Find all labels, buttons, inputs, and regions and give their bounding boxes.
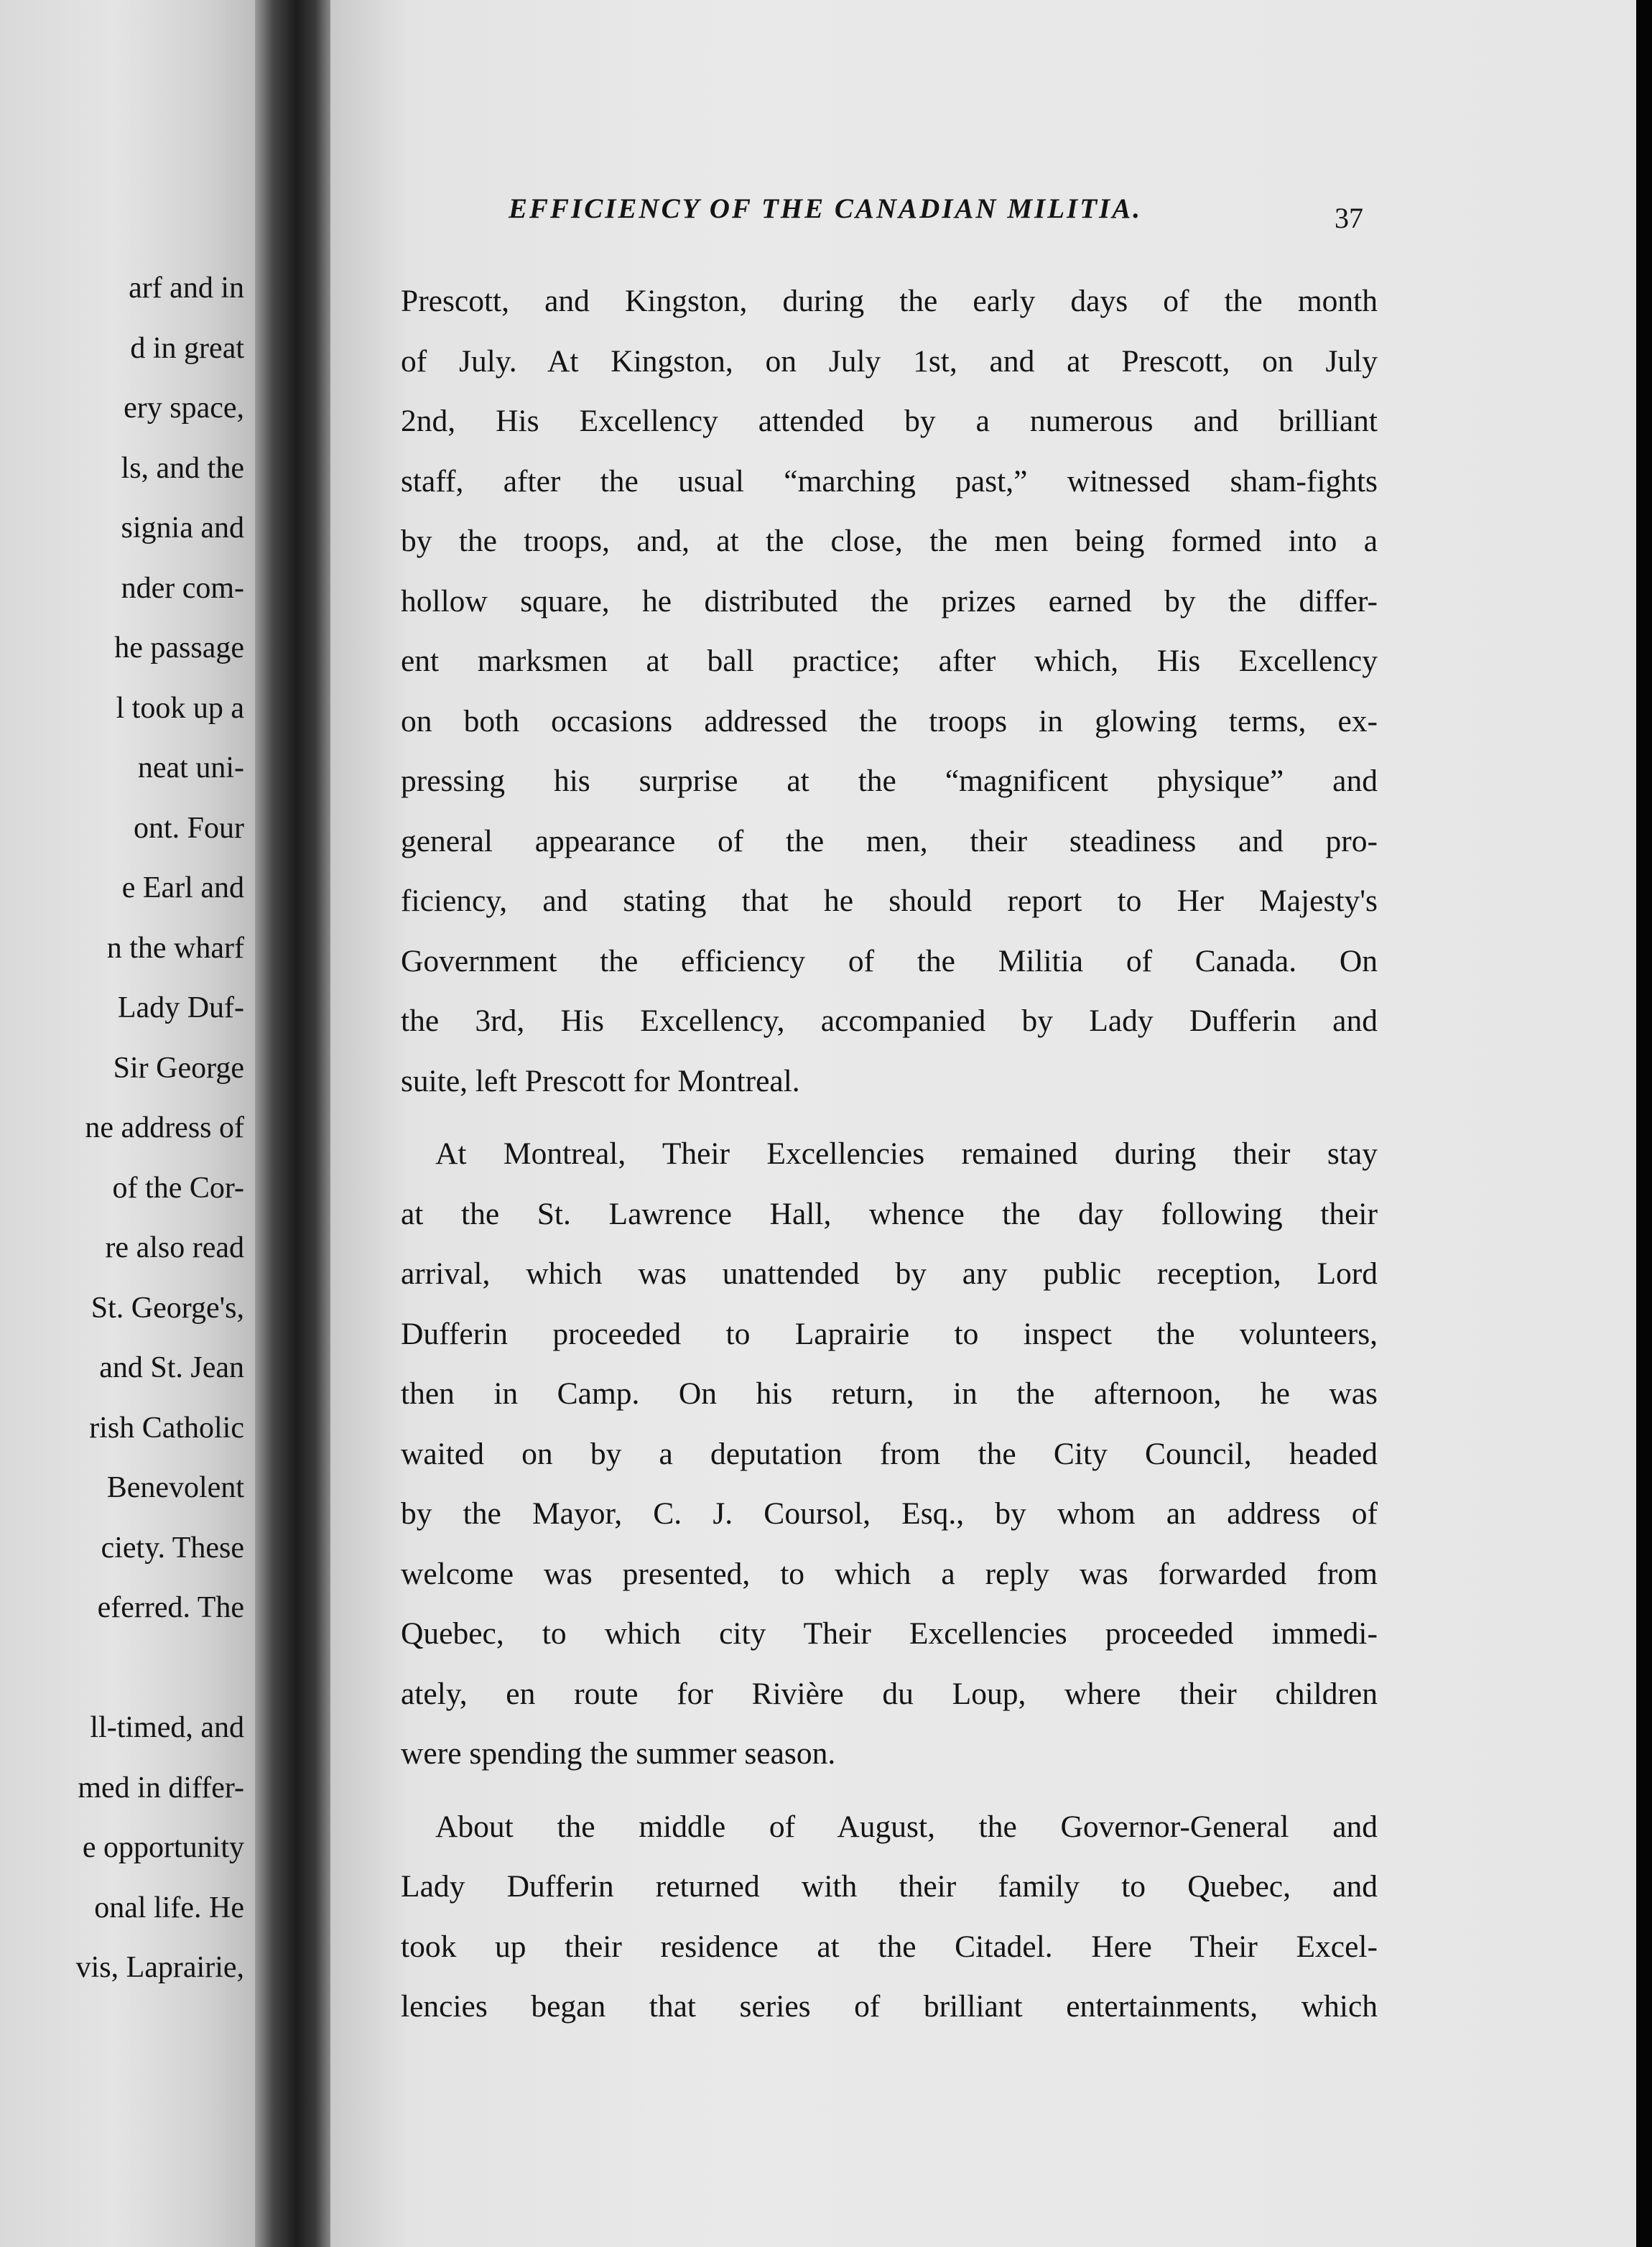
left-page-line: Sir George xyxy=(113,1051,244,1085)
left-page-line xyxy=(0,1639,244,1699)
left-page-line: of the Cor- xyxy=(112,1171,244,1205)
body-line: at the St. Lawrence Hall, whence the day following their xyxy=(401,1196,1378,1231)
left-page xyxy=(0,0,255,2247)
body-line: waited on by a deputation from the City Council, headed xyxy=(401,1436,1378,1471)
body-line: 2nd, His Excellency attended by a numerous and brilliant xyxy=(401,404,1378,438)
body-line: general appearance of the men, their steadiness and pro- xyxy=(401,823,1378,858)
left-page-line: ery space, xyxy=(124,392,244,425)
right-page xyxy=(330,0,1652,2247)
left-page-line: neat uni- xyxy=(137,751,244,784)
left-page-line: l took up a xyxy=(116,691,244,725)
body-line: Quebec, to which city Their Excellencies proceeded immedi- xyxy=(401,1616,1378,1651)
body-line: About the middle of August, the Governor-General and xyxy=(435,1809,1378,1844)
page-number: 37 xyxy=(1335,202,1363,234)
left-page-text xyxy=(0,259,244,1998)
body-line: ately, en route for Rivière du Loup, where their children xyxy=(401,1676,1378,1711)
body-line: on both occasions addressed the troops in glowing terms, ex- xyxy=(401,703,1378,738)
body-line: Government the efficiency of the Militia of Canada. On xyxy=(401,943,1378,978)
body-line: were spending the summer season. xyxy=(401,1736,836,1771)
body-line: took up their residence at the Citadel. Here Their Excel- xyxy=(401,1929,1378,1964)
left-page-line: ls, and the xyxy=(121,451,244,485)
body-line: welcome was presented, to which a reply was forwarded from xyxy=(401,1556,1378,1591)
left-page-line: ll-timed, and xyxy=(90,1711,244,1744)
left-page-line: nder com- xyxy=(121,571,244,605)
body-line: At Montreal, Their Excellencies remained during their stay xyxy=(435,1136,1378,1171)
left-page-line: arf and in xyxy=(129,272,244,305)
left-page-line: ciety. These xyxy=(101,1531,244,1565)
left-page-line: n the wharf xyxy=(106,931,244,965)
body-line: hollow square, he distributed the prizes earned by the differ- xyxy=(401,583,1378,618)
body-text xyxy=(401,272,1378,2037)
body-line: ficiency, and stating that he should report to Her Majesty's xyxy=(401,884,1378,918)
body-line: by the troops, and, at the close, the men being formed into a xyxy=(401,524,1378,558)
left-page-line: ont. Four xyxy=(133,811,244,845)
paragraph-gap xyxy=(401,1784,1378,1797)
body-line: arrival, which was unattended by any public reception, Lord xyxy=(401,1256,1378,1291)
left-page-line: re also read xyxy=(105,1231,244,1264)
left-page-line: med in differ- xyxy=(78,1771,244,1804)
body-line: lencies began that series of brilliant entertainments, which xyxy=(401,1989,1378,2024)
left-page-line: eferred. The xyxy=(97,1591,244,1624)
body-line: by the Mayor, C. J. Coursol, Esq., by whom an address of xyxy=(401,1496,1378,1531)
paragraph-gap xyxy=(401,1111,1378,1124)
running-head: EFFICIENCY OF THE CANADIAN MILITIA. xyxy=(509,193,1142,224)
body-line: Dufferin proceeded to Laprairie to inspect the volunteers, xyxy=(401,1316,1378,1351)
body-line: staff, after the usual “marching past,” witnessed sham-fights xyxy=(401,463,1378,499)
body-line: Lady Dufferin returned with their family to Quebec, and xyxy=(401,1869,1378,1904)
body-line: pressing his surprise at the “magnificent physique” and xyxy=(401,764,1378,798)
left-page-line: ne address of xyxy=(85,1111,244,1144)
left-page-line: rish Catholic xyxy=(89,1411,244,1445)
left-page-line: vis, Laprairie, xyxy=(75,1951,244,1984)
scan-edge xyxy=(1636,0,1652,2247)
body-line: Prescott, and Kingston, during the early days of the month xyxy=(401,284,1378,318)
left-page-line: he passage xyxy=(114,631,244,664)
body-line: then in Camp. On his return, in the afternoon, he was xyxy=(401,1376,1378,1411)
body-line: ent marksmen at ball practice; after which, His Excellency xyxy=(401,644,1378,678)
body-line: of July. At Kingston, on July 1st, and at Prescott, on July xyxy=(401,343,1378,379)
body-line: the 3rd, His Excellency, accompanied by Lady Dufferin and xyxy=(401,1004,1378,1038)
left-page-line: St. George's, xyxy=(91,1291,244,1325)
left-page-line: e opportunity xyxy=(82,1831,244,1864)
left-page-line: signia and xyxy=(121,511,244,545)
left-page-line: Lady Duf- xyxy=(117,991,244,1024)
body-line: suite, left Prescott for Montreal. xyxy=(401,1063,800,1098)
left-page-line: and St. Jean xyxy=(99,1351,244,1384)
book-gutter xyxy=(255,0,330,2247)
left-page-line: Benevolent xyxy=(106,1471,244,1504)
left-page-line: d in great xyxy=(130,331,244,365)
left-page-line: onal life. He xyxy=(94,1891,244,1924)
left-page-line: e Earl and xyxy=(121,871,244,904)
